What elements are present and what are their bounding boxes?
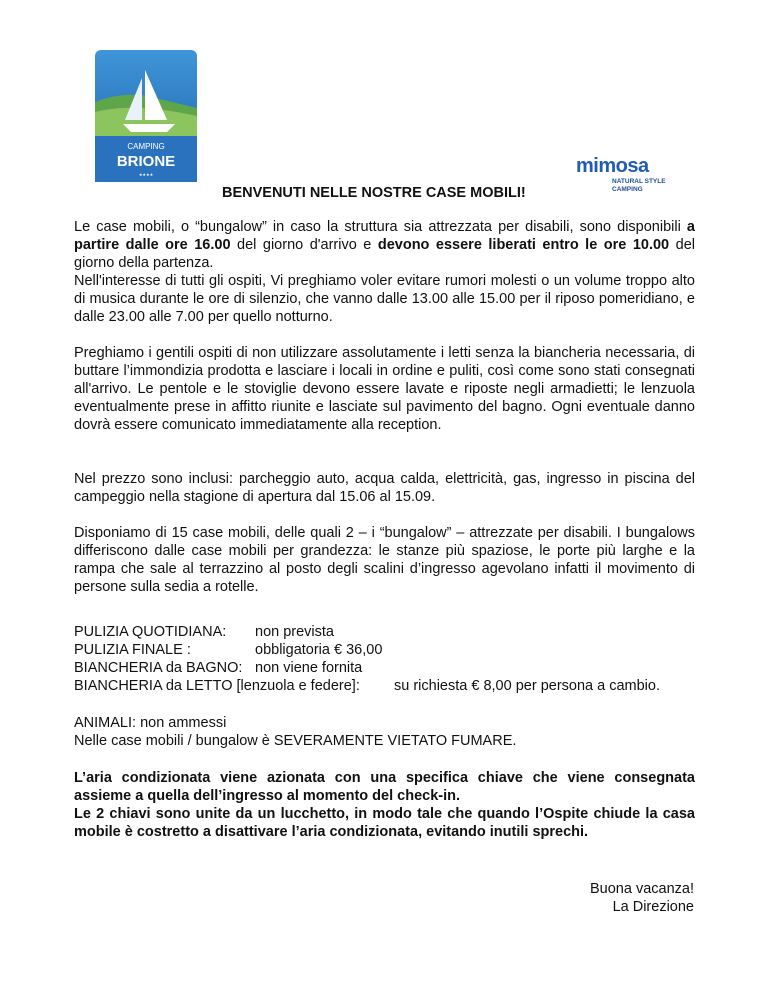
mimosa-wordmark: mimosa — [576, 155, 649, 177]
closing-greeting: Buona vacanza! — [590, 881, 694, 897]
paragraph-included — [74, 470, 695, 506]
cleaning-row — [74, 623, 714, 641]
paragraph-arrival — [74, 218, 695, 326]
paragraph-rules — [74, 344, 695, 434]
cleaning-value: non prevista — [255, 624, 334, 640]
included-text: Nel prezzo sono inclusi: parcheggio auto, acqua calda, elettricità, gas, ingresso in piscina del campeggio nella stagione di apertura dal 15.06 al 15.09. — [74, 471, 695, 505]
cleaning-label: BIANCHERIA da LETTO [lenzuola e federe]: — [74, 678, 360, 694]
paragraph-bungalows — [74, 524, 695, 596]
air-conditioning-notice — [74, 769, 695, 841]
cleaning-row — [74, 677, 714, 695]
mimosa-tagline — [612, 178, 666, 194]
cleaning-row — [74, 659, 714, 677]
mimosa-tagline-1: NATURAL STYLE — [612, 178, 666, 185]
cleaning-list — [74, 623, 714, 695]
closing-signoff: La Direzione — [612, 899, 694, 915]
cleaning-value: non viene fornita — [255, 660, 363, 676]
animals-smoking-notice — [74, 714, 516, 750]
brione-stars: ★★★★ — [138, 172, 154, 177]
arrival-text: Le case mobili, o “bungalow” in caso la struttura sia attrezzata per disabili, sono disponibili a partire dalle ore 16.00 del giorno d'arrivo e devono essere liberati entro le ore 10.00 del giorno della partenza. — [74, 219, 695, 271]
brione-camping-text: CAMPING — [127, 142, 165, 151]
mimosa-tagline-2: CAMPING — [612, 186, 643, 193]
rules-text: Preghiamo i gentili ospiti di non utilizzare assolutamente i letti senza la biancheria necessaria, di buttare l’immondizia prodotta e lasciare i locali in ordine e puliti, così come sono stati consegnati all'arrivo. Le pentole e le stoviglie devono essere lavate e riposte negli armadietti; le lenzuola eventualmente prese in affitto riunite e lasciate sul pavimento del bagno. Ogni eventuale danno dovrà essere comunicato immediatamente alla reception. — [74, 345, 695, 433]
mimosa-logo — [576, 156, 676, 196]
camping-brione-logo — [95, 50, 197, 182]
animals-text: ANIMALI: non ammessi — [74, 715, 227, 731]
page-title: BENVENUTI NELLE NOSTRE CASE MOBILI! — [222, 185, 526, 201]
ac-key-text: L’aria condizionata viene azionata con una specifica chiave che viene consegnata assieme a quella dell’ingresso al momento del check-in. — [74, 770, 695, 804]
brione-name-text: BRIONE — [116, 153, 176, 170]
quiet-hours-text: Nell'interesse di tutti gli ospiti, Vi preghiamo voler evitare rumori molesti o un volume troppo alto di musica durante le ore di silenzio, che vanno dalle 13.00 alle 15.00 per il riposo pomeridiano, e dalle 23.00 alle 7.00 per quello notturno. — [74, 273, 695, 325]
cleaning-label: BIANCHERIA da BAGNO: — [74, 660, 243, 676]
smoking-text: Nelle case mobili / bungalow è SEVERAMENTE VIETATO FUMARE. — [74, 733, 517, 749]
bungalows-text: Disponiamo di 15 case mobili, delle quali 2 – i “bungalow” – attrezzate per disabili. I bungalows differiscono dalle case mobili per grandezza: le stanze più spaziose, le porte più larghe e la rampa che sale al terrazzino al posto degli scalini d’ingresso agevolano infatti il movimento di persone sulla sedia a rotelle. — [74, 525, 695, 595]
cleaning-label: PULIZIA FINALE : — [74, 642, 191, 658]
closing-signature — [590, 880, 694, 916]
cleaning-value: su richiesta € 8,00 per persona a cambio. — [394, 678, 660, 694]
cleaning-value: obbligatoria € 36,00 — [255, 642, 383, 658]
cleaning-label: PULIZIA QUOTIDIANA: — [74, 624, 227, 640]
cleaning-row — [74, 641, 714, 659]
ac-lock-text: Le 2 chiavi sono unite da un lucchetto, in modo tale che quando l’Ospite chiude la casa mobile è costretto a disattivare l’aria condizionata, evitando inutili sprechi. — [74, 806, 695, 840]
